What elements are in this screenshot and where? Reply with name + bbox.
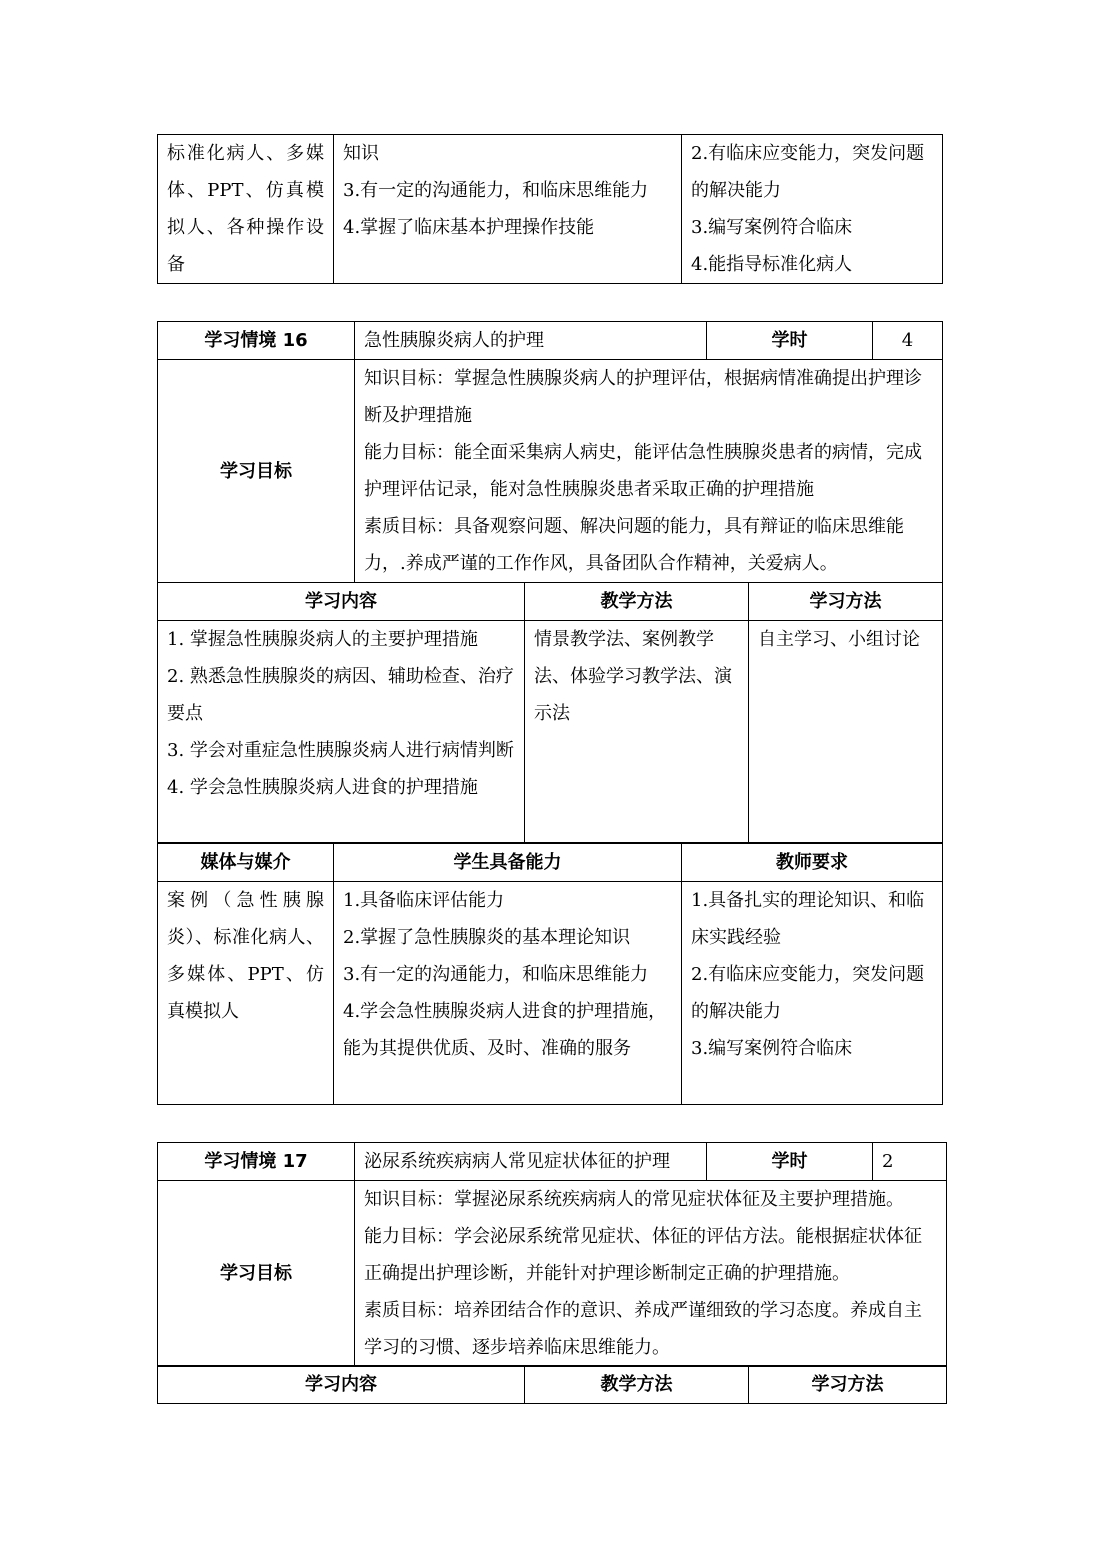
hours-label: 学时	[707, 1143, 873, 1181]
ability-line: 4.学会急性胰腺炎病人进食的护理措施，能为其提供优质、及时、准确的服务	[343, 1001, 667, 1059]
s16-content-table	[157, 582, 943, 843]
teacher-line: 2.有临床应变能力，突发问题的解决能力	[691, 964, 925, 1022]
ability-line: 2.掌握了急性胰腺炎的基本理论知识	[343, 927, 631, 948]
ability-line: 4.掌握了临床基本护理操作技能	[343, 217, 595, 238]
content-item: 2. 熟悉急性胰腺炎的病因、辅助检查、治疗要点	[167, 666, 514, 724]
learn-method-label: 学习方法	[749, 1366, 947, 1404]
goal-quality: 素质目标：具备观察问题、解决问题的能力，具有辩证的临床思维能力，.养成严谨的工作作风，具备团队合作精神，关爱病人。	[364, 516, 904, 574]
ability-line: 3.有一定的沟通能力，和临床思维能力	[343, 964, 649, 985]
teacher-line: 2.有临床应变能力，突发问题的解决能力	[691, 143, 925, 201]
abilities-cell	[334, 882, 682, 1105]
teacher-line: 4.能指导标准化病人	[691, 254, 853, 275]
content-label: 学习内容	[158, 1366, 525, 1404]
content-label: 学习内容	[158, 583, 525, 621]
teach-method-label: 教学方法	[525, 583, 749, 621]
goal-knowledge: 知识目标：掌握泌尿系统疾病病人的常见症状体征及主要护理措施。	[364, 1189, 904, 1210]
teacher-line: 1.具备扎实的理论知识、和临床实践经验	[691, 890, 925, 948]
ability-line: 1.具备临床评估能力	[343, 890, 505, 911]
goals-label: 学习目标	[158, 1181, 355, 1367]
content-cell	[158, 621, 525, 843]
situation-title: 急性胰腺炎病人的护理	[355, 322, 707, 360]
situation-label: 学习情境 17	[158, 1143, 355, 1181]
hours-label: 学时	[707, 322, 873, 360]
s17-header-table	[157, 1142, 947, 1367]
media-cell: 案例（急性胰腺炎）、标准化病人、多媒体、PPT、仿真模拟人	[158, 882, 334, 1105]
learn-method-cell: 自主学习、小组讨论	[749, 621, 943, 843]
teach-method-cell: 情景教学法、案例教学法、体验学习教学法、演示法	[525, 621, 749, 843]
teacher-line: 3.编写案例符合临床	[691, 1038, 853, 1059]
teacher-line: 3.编写案例符合临床	[691, 217, 853, 238]
situation-title: 泌尿系统疾病病人常见症状体征的护理	[355, 1143, 707, 1181]
teacher-cell	[682, 882, 943, 1105]
situation-label: 学习情境 16	[158, 322, 355, 360]
content-item: 3. 学会对重症急性胰腺炎病人进行病情判断	[167, 740, 514, 761]
hours-value: 2	[873, 1143, 947, 1181]
continued-table	[157, 134, 943, 284]
s17-content-table	[157, 1365, 947, 1404]
abilities-label: 学生具备能力	[334, 844, 682, 882]
teach-method-label: 教学方法	[525, 1366, 749, 1404]
goal-knowledge: 知识目标：掌握急性胰腺炎病人的护理评估，根据病情准确提出护理诊断及护理措施	[364, 368, 922, 426]
goals-label: 学习目标	[158, 360, 355, 583]
goal-quality: 素质目标：培养团结合作的意识、养成严谨细致的学习态度。养成自主学习的习惯、逐步培养临床思维能力。	[364, 1300, 922, 1358]
media-label: 媒体与媒介	[158, 844, 334, 882]
learn-method-label: 学习方法	[749, 583, 943, 621]
s16-header-table	[157, 321, 943, 583]
s16-resources-table	[157, 843, 943, 1105]
goals-cell	[355, 1181, 947, 1367]
hours-value: 4	[873, 322, 943, 360]
ability-line: 3.有一定的沟通能力，和临床思维能力	[343, 180, 649, 201]
content-item: 1. 掌握急性胰腺炎病人的主要护理措施	[167, 629, 478, 650]
media-cell: 标准化病人、多媒体、PPT、仿真模拟人、各种操作设备	[158, 135, 334, 284]
goal-ability: 能力目标：能全面采集病人病史，能评估急性胰腺炎患者的病情，完成护理评估记录，能对急性胰腺炎患者采取正确的护理措施	[364, 442, 922, 500]
teacher-cell	[682, 135, 943, 284]
content-item: 4. 学会急性胰腺炎病人进食的护理措施	[167, 777, 478, 798]
abilities-cell	[334, 135, 682, 284]
teacher-label: 教师要求	[682, 844, 943, 882]
goals-cell	[355, 360, 943, 583]
ability-line: 知识	[343, 143, 379, 164]
goal-ability: 能力目标：学会泌尿系统常见症状、体征的评估方法。能根据症状体征正确提出护理诊断，并能针对护理诊断制定正确的护理措施。	[364, 1226, 922, 1284]
